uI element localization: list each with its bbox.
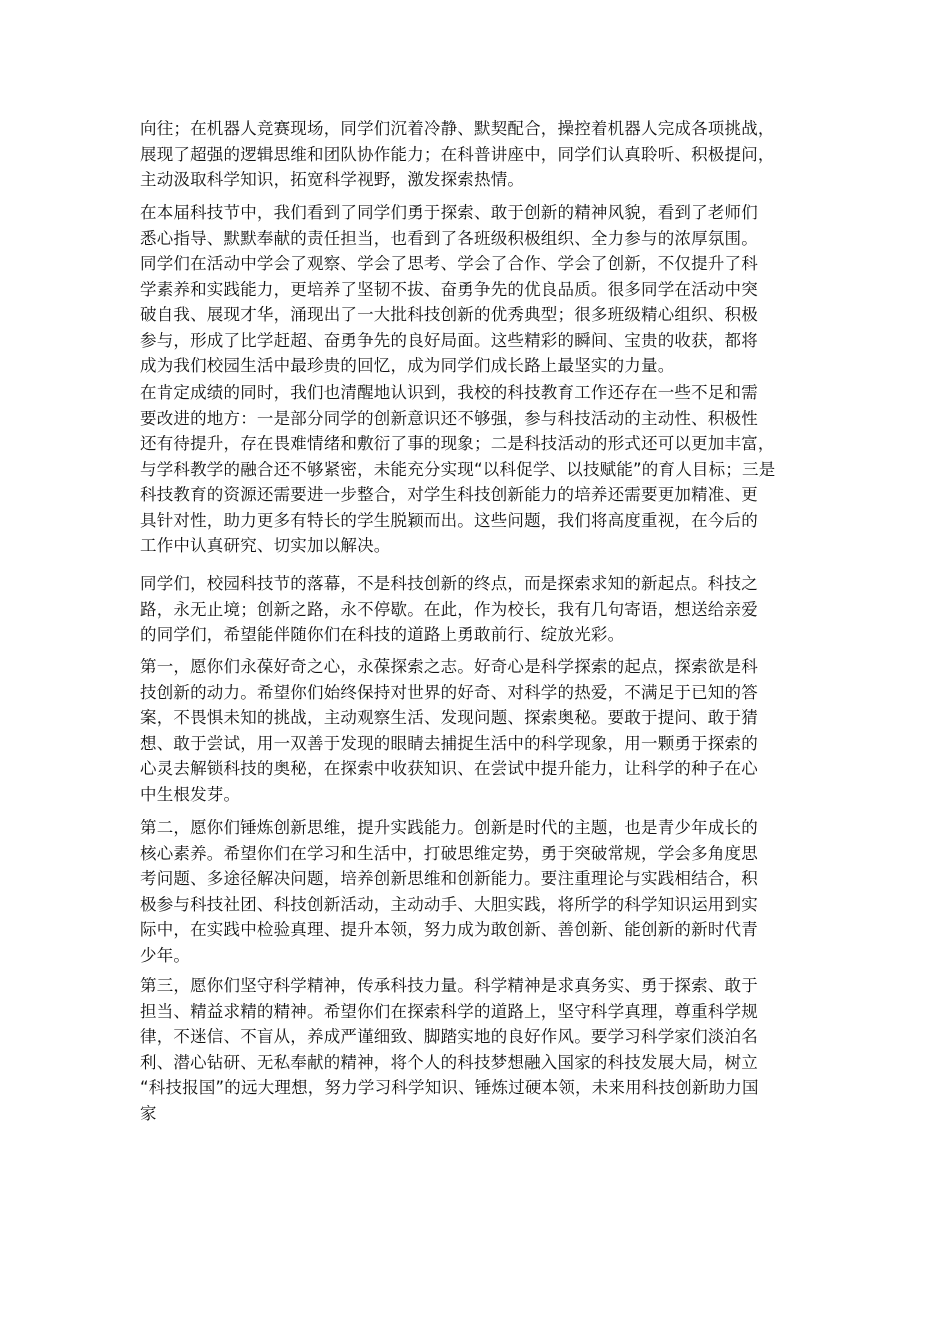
paragraph-first-wish: 第一，愿你们永葆好奇之心，永葆探索之志。好奇心是科学探索的起点，探索欲是科 技创新的动力。希望你们始终保持对世界的好奇、对科学的热爱，不满足于已知的答 案，不畏惧未知的挑战，主动观察生活、发现问题、探索奥秘。要敢于提问、敢于猜 想、敢于尝试，用一双善于发现的眼睛去捕捉生活中的科学现象，用一颗勇于探索的 心灵去解锁科技的奥秘，在探索中收获知识、在尝试中提升能力，让科学的种子在心 中生根发芽。 [140,657,758,804]
paragraph-second-wish: 第二，愿你们锤炼创新思维，提升实践能力。创新是时代的主题，也是青少年成长的 核心素养。希望你们在学习和生活中，打破思维定势，勇于突破常规，学会多角度思 考问题、多途径解决问题，培养创新思维和创新能力。要注重理论与实践相结合，积 极参与科技社团、科技创新活动，主动动手、大胆实践，将所学的科学知识运用到实 际中，在实践中检验真理、提升本领，努力成为敢创新、善创新、能创新的新时代青 少年。 [140,818,758,965]
paragraph-third-wish: 第三，愿你们坚守科学精神，传承科技力量。科学精神是求真务实、勇于探索、敢于 担当、精益求精的精神。希望你们在探索科学的道路上，坚守科学真理，尊重科学规 律，不迷信、不盲从，养成严谨细致、脚踏实地的良好作风。要学习科学家们淡泊名 利、潜心钻研、无私奉献的精神，将个人的科技梦想融入国家的科技发展大局，树立 “科技报国”的远大理想，努力学习科学知识、锤炼过硬本领，未来用科技创新助力国 家 [140,976,759,1123]
paragraph-robot-competition: 向往；在机器人竞赛现场，同学们沉着冷静、默契配合，操控着机器人完成各项挑战， 展现了超强的逻辑思维和团队协作能力；在科普讲座中，同学们认真聆听、积极提问， 主动汲取科学知识，拓宽科学视野，激发探索热情。 [140,119,775,189]
paragraph-shortcomings: 在肯定成绩的同时，我们也清醒地认识到，我校的科技教育工作还存在一些不足和需 要改进的地方：一是部分同学的创新意识还不够强，参与科技活动的主动性、积极性 还有待提升，存在畏难情绪和敷衍了事的现象；二是科技活动的形式还可以更加丰富， 与学科教学的融合还不够紧密，未能充分实现“以科促学、以技赋能”的育人目标；三是 科技教育的资源还需要进一步整合，对学生科技创新能力的培养还需要更加精准、更 具针对性，助力更多有特长的学生脱颖而出。这些问题，我们将高度重视，在今后的 工作中认真研究、切实加以解决。 [140,383,776,555]
paragraph-festival-achievements: 在本届科技节中，我们看到了同学们勇于探索、敢于创新的精神风貌，看到了老师们 悉心指导、默默奉献的责任担当，也看到了各班级积极组织、全力参与的浓厚氛围。 同学们在活动中学会了观察、学会了思考、学会了合作、学会了创新，不仅提升了科 学素养和实践能力，更培养了坚韧不拔、奋勇争先的优良品质。很多同学在活动中突 破自我、展现才华，涌现出了一大批科技创新的优秀典型；很多班级精心组织、积极 参与，形成了比学赶超、奋勇争先的良好局面。这些精彩的瞬间、宝贵的收获，都将 成为我们校园生活中最珍贵的回忆，成为同学们成长路上最坚实的力量。 [140,203,758,375]
paragraph-new-starting-point: 同学们，校园科技节的落幕，不是科技创新的终点，而是探索求知的新起点。科技之 路，永无止境；创新之路，永不停歇。在此，作为校长，我有几句寄语，想送给亲爱 的同学们，希望能伴随你们在科技的道路上勇敢前行、绽放光彩。 [140,574,758,644]
